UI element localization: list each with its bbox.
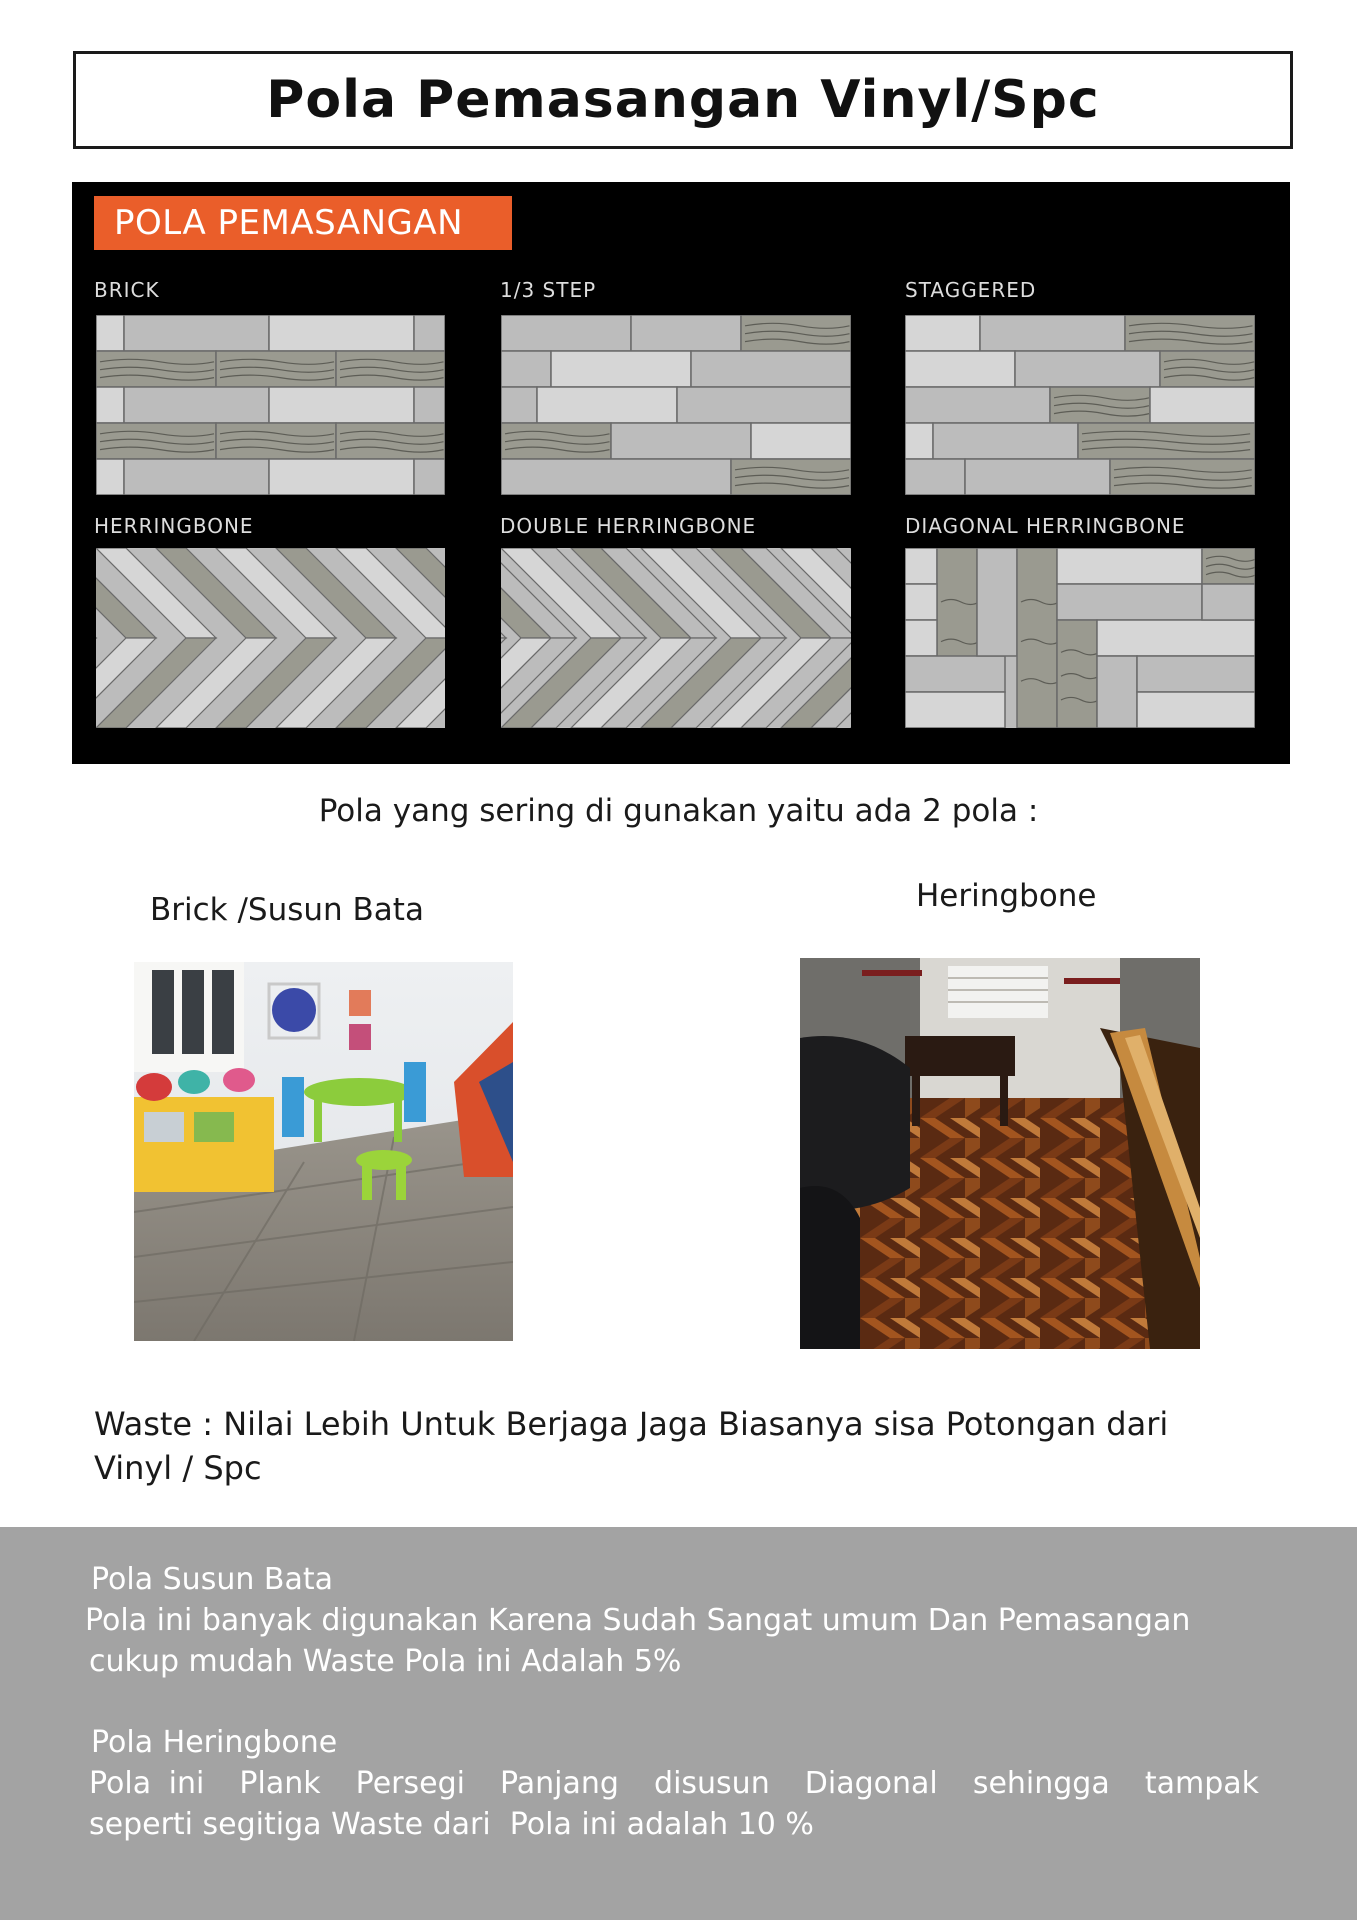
herringbone-pattern-desc-line-2: seperti segitiga Waste dari Pola ini adalah 10 %: [89, 1807, 814, 1842]
herringbone-example-heading: Heringbone: [916, 878, 1097, 914]
diagonal-herringbone-pattern-swatch: [905, 548, 1255, 728]
waste-line-1: Waste : Nilai Lebih Untuk Berjaga Jaga Biasanya sisa Potongan dari: [94, 1405, 1169, 1443]
herringbone-pattern-desc-line-1: Pola ini Plank Persegi Panjang disusun Diagonal sehingga tampak: [89, 1766, 1259, 1801]
staggered-pattern-swatch: [905, 315, 1255, 495]
waste-description: [94, 1402, 1294, 1490]
intro-text: Pola yang sering di gunakan yaitu ada 2 pola :: [318, 793, 1039, 829]
title-box: [73, 51, 1293, 149]
brick-pattern-desc-line-1: Pola ini banyak digunakan Karena Sudah Sangat umum Dan Pemasangan: [85, 1603, 1191, 1638]
brick-example-heading: Brick /Susun Bata: [150, 892, 424, 928]
brick-pattern-swatch: [96, 315, 445, 495]
brick-pattern-desc-line-2: cukup mudah Waste Pola ini Adalah 5%: [89, 1644, 682, 1679]
step-pattern-swatch: [501, 315, 851, 495]
herringbone-floor-photo: [800, 958, 1200, 1349]
waste-line-2: Vinyl / Spc: [94, 1449, 262, 1487]
panel-badge: [94, 196, 512, 250]
double-herringbone-pattern-swatch: [501, 548, 851, 728]
page-title: Pola Pemasangan Vinyl/Spc: [266, 70, 1100, 130]
brick-pattern-title: Pola Susun Bata: [91, 1562, 333, 1597]
herringbone-pattern-title: Pola Heringbone: [91, 1725, 338, 1760]
pattern-label-diagonal-herringbone: DIAGONAL HERRINGBONE: [905, 514, 1186, 538]
herringbone-pattern-swatch: [96, 548, 445, 728]
pattern-label-herringbone: HERRINGBONE: [94, 514, 254, 538]
pattern-label-double-herringbone: DOUBLE HERRINGBONE: [500, 514, 757, 538]
pattern-label-staggered: STAGGERED: [905, 278, 1037, 302]
pattern-label-brick: BRICK: [94, 278, 160, 302]
panel-badge-label: POLA PEMASANGAN: [114, 203, 464, 243]
brick-floor-photo: [134, 962, 513, 1341]
pattern-label-step: 1/3 STEP: [500, 278, 597, 302]
